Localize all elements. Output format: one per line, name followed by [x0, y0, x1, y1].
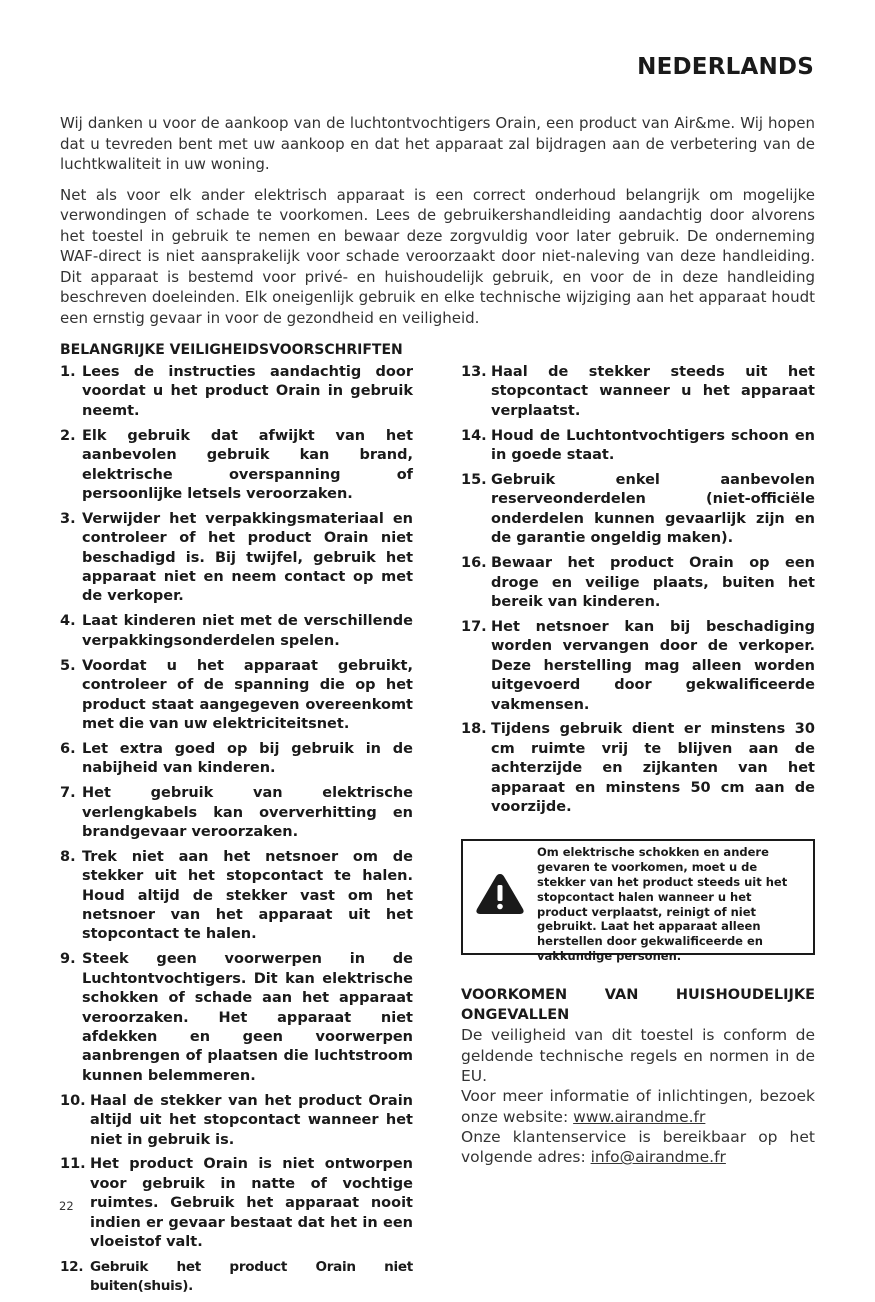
rule-text: Tijdens gebruik dient er minstens 30 cm ruimte vrij te blijven aan de achterzijde en zijkanten van het apparaat en minstens 50 cm aan de voorzijde.	[491, 721, 815, 816]
rule-text: Steek geen voorwerpen in de Luchtontvochtigers. Dit kan elektrische schokken of schade aan het apparaat veroorzaken. Het apparaat niet afdekken en geen voorwerpen aanbrengen of plaatsen die luchtstroom kunnen belemmeren.	[82, 951, 413, 1084]
rule-number: 15.	[461, 472, 487, 489]
household-heading: VOORKOMEN VAN HUISHOUDELIJKE ONGEVALLEN	[461, 987, 815, 1024]
safety-rule	[461, 554, 815, 612]
rule-text: Laat kinderen niet met de verschillende verpakkingsonderdelen spelen.	[82, 613, 413, 649]
rule-text: Verwijder het verpakkingsmateriaal en controleer of het product Orain niet beschadigd is. Bij twijfel, gebruik het apparaat niet en neem contact op met de verkoper.	[82, 510, 413, 605]
safety-rule	[461, 720, 815, 817]
intro-paragraph: Wij danken u voor de aankoop van de luchtontvochtigers Orain, een product van Air&me. Wij hopen dat u tevreden bent met uw aankoop en dat het apparaat zal bijdragen aan de verbetering van de luchtkwaliteit in uw woning.	[60, 114, 815, 173]
website-link[interactable]: www.airandme.fr	[573, 1107, 706, 1126]
rule-text: Haal de stekker van het product Orain altijd uit het stopcontact wanneer het niet in gebruik is.	[90, 1092, 413, 1148]
safety-rule	[60, 510, 413, 607]
rule-number: 18.	[461, 721, 487, 738]
rule-text: Het netsnoer kan bij beschadiging worden vervangen door de verkoper. Deze herstelling mag alleen worden uitgevoerd door gekwalificeerde vakmensen.	[491, 618, 815, 713]
safety-rule	[60, 740, 413, 779]
website-text: Voor meer informatie of inlichtingen, bezoek onze website:	[461, 1087, 815, 1126]
intro-paragraph: Net als voor elk ander elektrisch apparaat is een correct onderhoud belangrijk om mogelijke verwondingen of schade te voorkomen. Lees de gebruikershandleiding aandachtig door alvorens het toestel in gebruik te nemen en bewaar deze zorgvuldig voor later gebruik. De onderneming WAF-direct is niet aansprakelijk voor schade veroorzaakt door niet-naleving van deze handleiding. Dit apparaat is bestemd voor privé- en huishoudelijk gebruik, en voor de in deze handleiding beschreven doeleinden. Elk oneigenlijk gebruik en elke technische wijziging aan het apparaat houdt een ernstig gevaar in voor de gezondheid en veiligheid.	[60, 185, 815, 327]
rule-number: 10.	[60, 1092, 86, 1109]
rule-number: 11.	[60, 1156, 86, 1173]
safety-rule	[60, 1155, 413, 1252]
household-section	[461, 985, 815, 1167]
rule-text: Voordat u het apparaat gebruikt, controleer of de spanning die op het product staat aangegeven overeenkomt met die van uw elektriciteitsnet.	[82, 657, 413, 732]
rule-text: Gebruik het product Orain niet buiten(shuis).	[90, 1258, 413, 1295]
safety-rule	[60, 657, 413, 735]
safety-rules-list	[461, 363, 815, 817]
rule-number: 17.	[461, 618, 487, 635]
rule-text: Bewaar het product Orain op een droge en veilige plaats, buiten het bereik van kinderen.	[491, 555, 815, 610]
page-title: NEDERLANDS	[637, 54, 814, 80]
safety-rule	[461, 363, 815, 421]
rule-text: Elk gebruik dat afwijkt van het aanbevolen gebruik kan brand, elektrische overspanning of persoonlijke letsels veroorzaken.	[82, 427, 413, 502]
safety-rule	[60, 1092, 413, 1150]
safety-rule	[461, 618, 815, 715]
rule-number: 14.	[461, 427, 487, 444]
rule-number: 1.	[60, 364, 76, 380]
rule-text: Houd de Luchtontvochtigers schoon en in goede staat.	[491, 427, 815, 464]
rule-number: 3.	[60, 510, 76, 527]
warning-box	[461, 839, 815, 964]
safety-column-right	[461, 363, 815, 1168]
safety-rules-list	[60, 363, 413, 1297]
conformity-text: De veiligheid van dit toestel is conform de geldende technische regels en normen in de EU.	[461, 1026, 815, 1086]
rule-number: 16.	[461, 555, 487, 572]
rule-text: Haal de stekker steeds uit het stopcontact wanneer u het apparaat verplaatst.	[491, 364, 815, 419]
rule-number: 8.	[60, 848, 76, 865]
service-text: Onze klantenservice is bereikbaar op het volgende adres:	[461, 1127, 815, 1167]
safety-rule	[60, 1258, 413, 1297]
rule-text: Gebruik enkel aanbevolen reserveonderdelen (niet-officiële onderdelen kunnen gevaarlijk zijn en de garantie ongeldig maken).	[491, 472, 815, 547]
safety-heading: BELANGRIJKE VEILIGHEIDSVOORSCHRIFTEN	[60, 342, 403, 358]
warning-triangle-icon	[475, 872, 525, 916]
safety-rule	[60, 784, 413, 842]
page-number: 22	[59, 1199, 74, 1213]
safety-rule	[60, 612, 413, 651]
service-paragraph	[461, 1127, 815, 1168]
email-link[interactable]: info@airandme.fr	[590, 1148, 726, 1167]
rule-text: Het product Orain is niet ontworpen voor gebruik in natte of vochtige ruimtes. Gebruik het apparaat nooit indien er gevaar bestaat dat het in een vloeistof valt.	[90, 1156, 413, 1251]
rule-number: 4.	[60, 613, 76, 630]
rule-text: Lees de instructies aandachtig door voordat u het product Orain in gebruik neemt.	[82, 364, 413, 419]
intro-section	[60, 113, 815, 338]
rule-number: 12.	[60, 1258, 84, 1275]
safety-rule	[60, 950, 413, 1086]
safety-rule	[461, 427, 815, 466]
rule-text: Het gebruik van elektrische verlengkabels kan oververhitting en brandgevaar veroorzaken.	[82, 785, 413, 840]
warning-text: Om elektrische schokken en andere gevaren te voorkomen, moet u de stekker van het product steeds uit het stopcontact halen wanneer u het product verplaatst, reinigt of niet gebruikt. Laat het apparaat alleen herstellen door gekwalificeerde en vakkundige personen.	[537, 845, 788, 964]
safety-rule	[60, 848, 413, 945]
website-paragraph	[461, 1086, 815, 1127]
rule-number: 5.	[60, 657, 76, 674]
rule-number: 7.	[60, 785, 76, 802]
rule-number: 13.	[461, 364, 487, 380]
rule-number: 6.	[60, 740, 76, 757]
rule-number: 2.	[60, 427, 76, 444]
safety-rule	[60, 427, 413, 505]
safety-rule	[461, 471, 815, 549]
rule-text: Trek niet aan het netsnoer om de stekker uit het stopcontact te halen. Houd altijd de stekker vast om het netsnoer van het apparaat uit het stopcontact te halen.	[82, 848, 413, 943]
rule-number: 9.	[60, 951, 76, 968]
safety-rule	[60, 363, 413, 421]
rule-text: Let extra goed op bij gebruik in de nabijheid van kinderen.	[82, 740, 413, 777]
safety-column-left	[60, 341, 413, 1302]
